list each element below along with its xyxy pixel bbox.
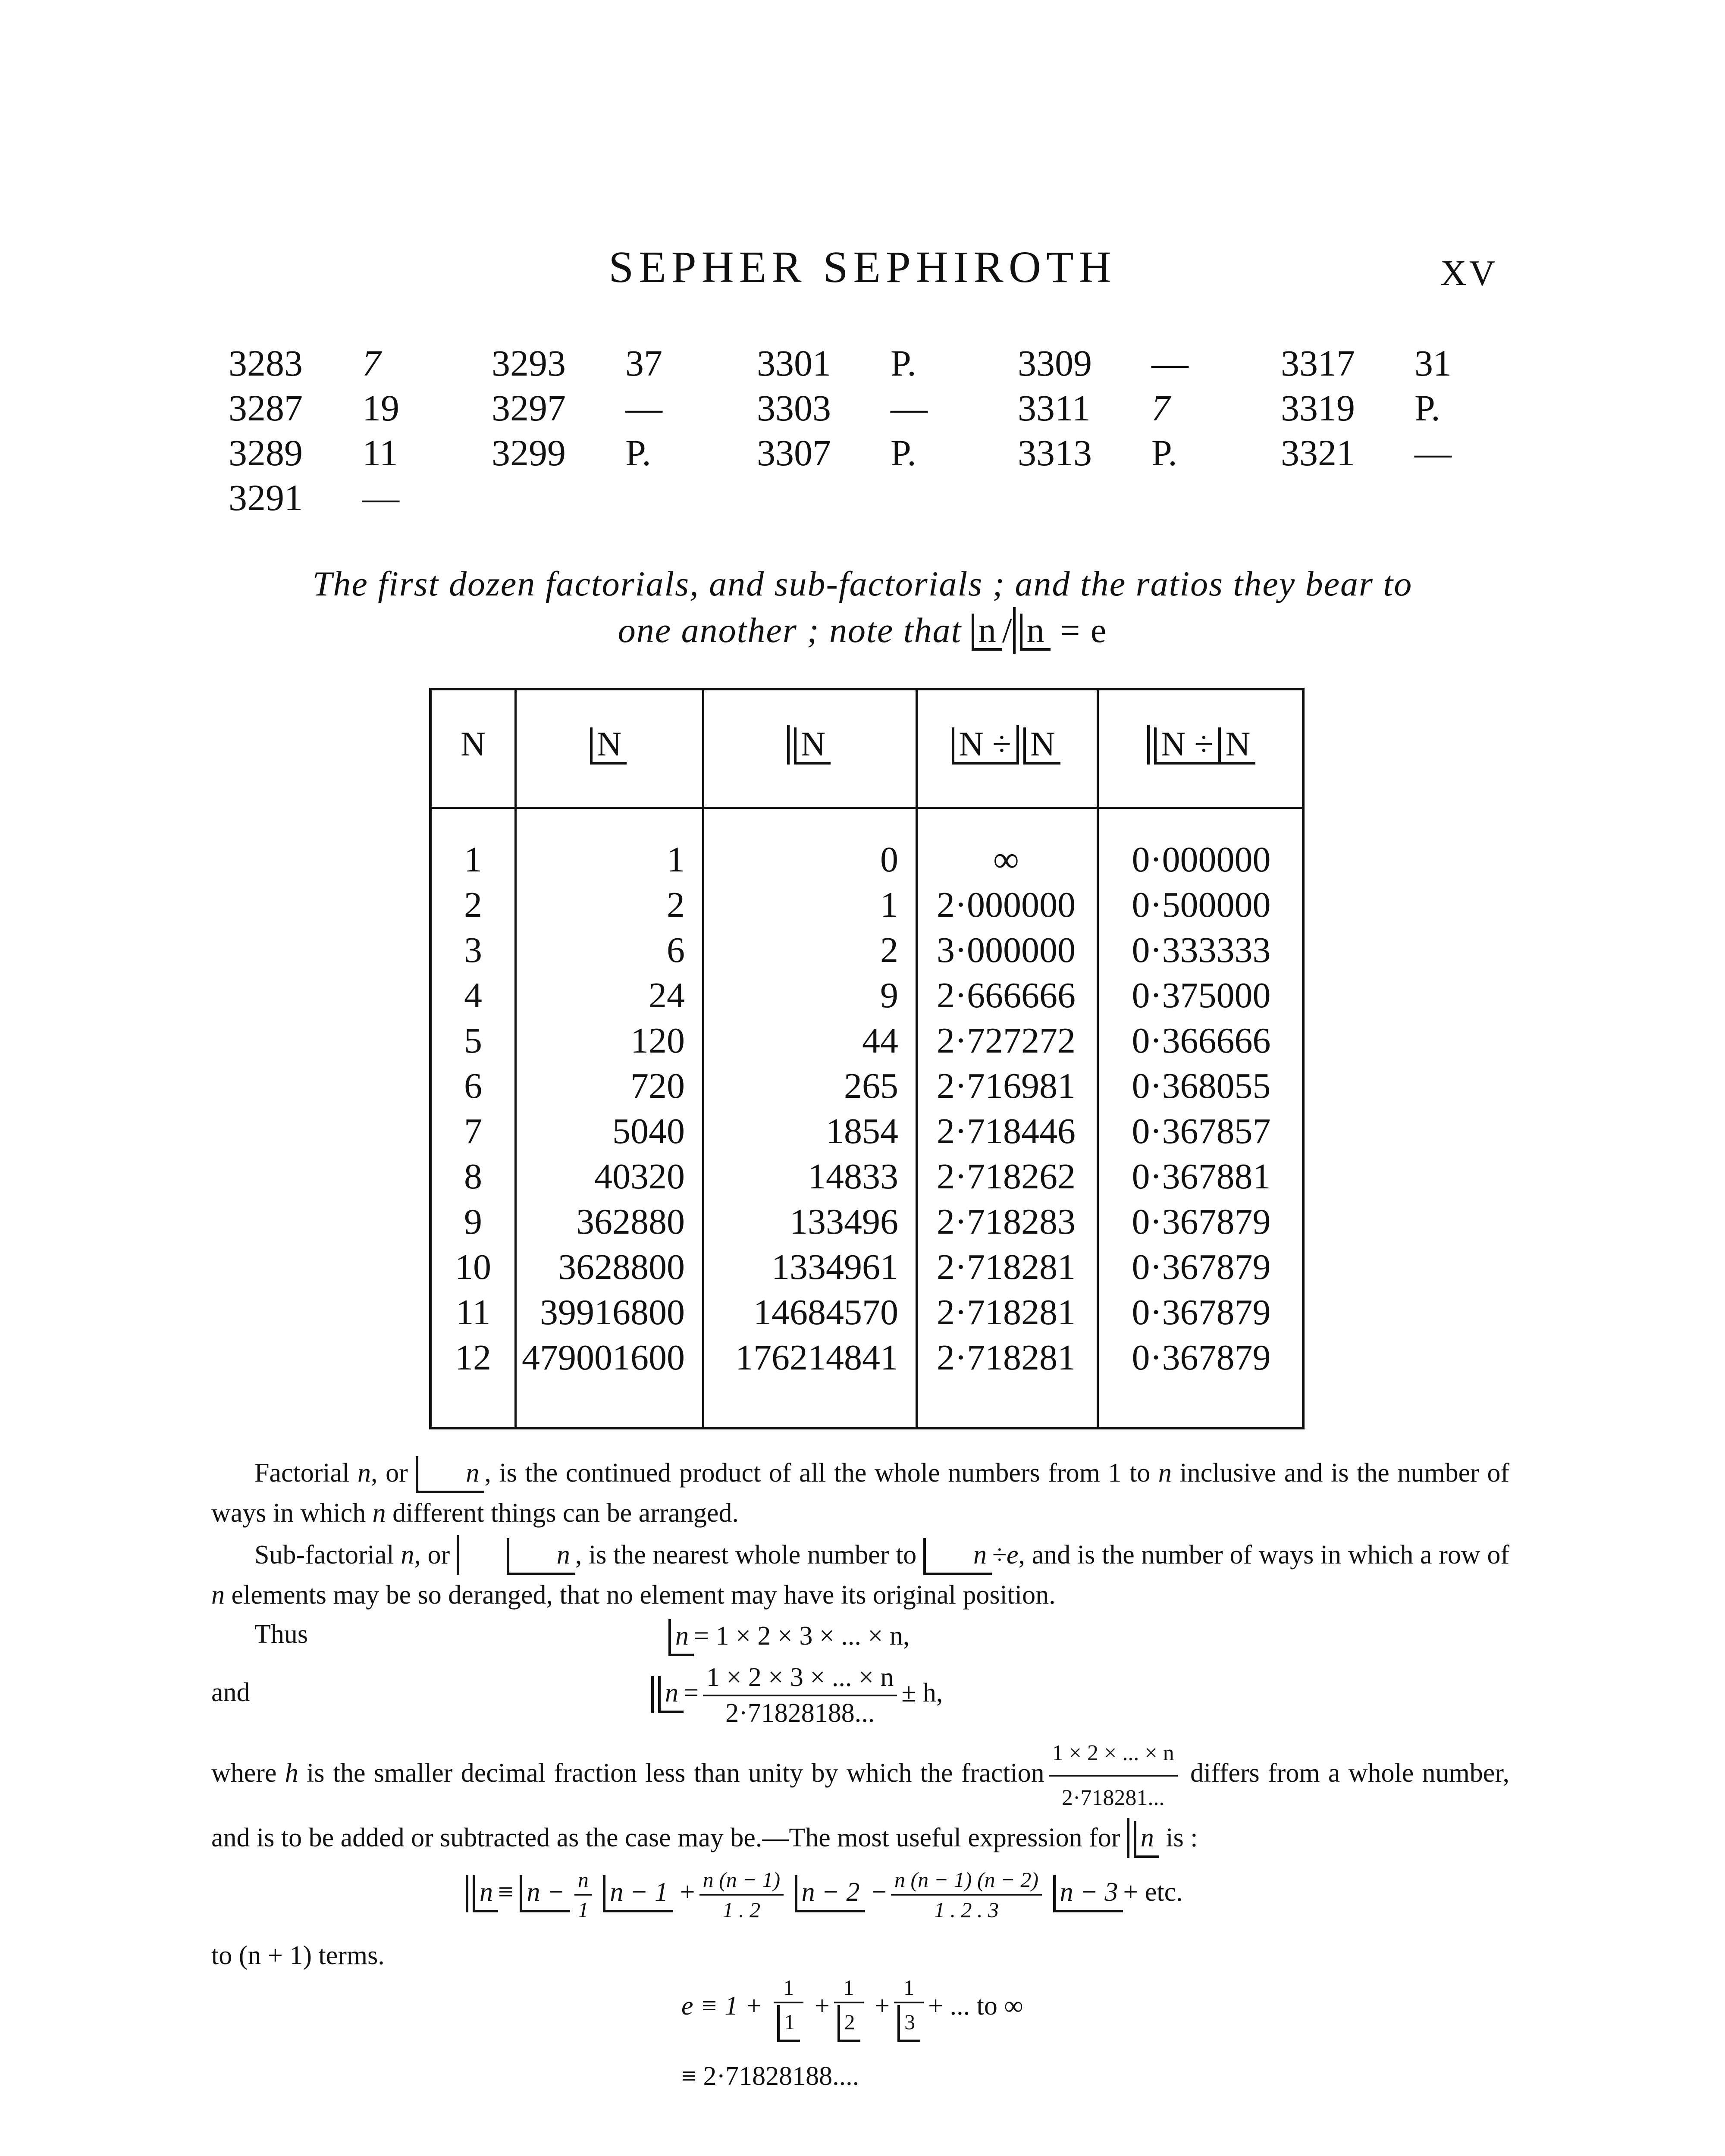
paragraph-subfactorial-definition: Sub-factorial n, or n , is the nearest whole number to n ÷e, and is the number of ways in which a row of n elements may be so deranged, that no element may have its original position. [211,1535,1509,1615]
caption-equals-e: = e [1050,611,1107,650]
prime-number: 3293 [492,342,566,384]
table-row: 1 1 0 ∞ 0·000000 [464,840,1271,880]
prime-factor: 19 [362,387,399,429]
formula-e-series: e ≡ 1 + $\frac{1}{1}$ + $\frac{1}{2}$ + $\frac{1}{3}$ + ... to ∞ [681,1975,1023,2042]
prime-number: 3303 [757,387,831,429]
paragraph-remainder: where h is the smaller decimal fraction less than unity by which the fraction $\frac{1 \times 2 \times ... \times n}{2\cdot 718281...}$ differs from a whole number, and is to be added or subtracted as the case may be.—The most useful expression for n is : [211,1733,1509,1858]
caption-line-1: The first dozen factorials, and sub-factorials ; and the ratios they bear to [312,564,1413,603]
prime-factor: P. [891,342,916,384]
formula-e-value: ≡ 2·71828188.... [681,2062,859,2091]
header-ratio-sub-fac: N ÷N [1097,725,1306,765]
caption-line-2-text: one another ; note that [618,611,962,650]
prime-factor: — [362,477,399,518]
label-thus: Thus [254,1620,308,1649]
prime-number: 3313 [1018,432,1092,473]
table-row: 3 6 2 3·000000 0·333333 [464,930,1271,970]
prime-factor: — [1151,342,1189,384]
prime-factor: 31 [1414,342,1452,384]
prime-factor: P. [1151,432,1177,473]
prime-factor: 7 [362,342,381,384]
factorial-symbol: n [416,1456,484,1493]
prime-number: 3291 [229,477,303,518]
table-row: 2 2 1 2·000000 0·500000 [464,885,1271,925]
header-subfactorial: N [702,725,916,765]
paragraph-factorial-definition: Factorial n, or n , is the continued product of all the whole numbers from 1 to n inclusive and is the number of ways in which n different things can be arranged. [211,1453,1509,1533]
prime-factor: P. [891,432,916,473]
factorial-symbol: n [923,1538,992,1575]
prime-factor: 37 [625,342,662,384]
prime-number: 3289 [229,432,303,473]
prime-factor: — [1414,432,1452,473]
table-row: 12 479001600 176214841 2·718281 0·367879 [455,1338,1271,1378]
prime-factor: — [625,387,662,429]
caption-line-2 [242,607,1484,654]
caption-slash: / [1002,611,1013,650]
prime-factor: P. [625,432,651,473]
running-head-title: SEPHER SEPHIROTH [608,242,1117,292]
prime-factor: 11 [362,432,398,473]
prime-number: 3299 [492,432,566,473]
header-ratio-fac-sub: N ÷N [916,725,1097,765]
prime-factor: 7 [1151,387,1170,429]
formula-subfactorial: n = $\frac{1 \times 2 \times 3 \times ... \times n}{2\cdot 71828188...}$ ± h, [651,1662,943,1729]
table-caption [242,561,1484,654]
table-row: 6 720 265 2·716981 0·368055 [464,1066,1271,1106]
prime-number: 3311 [1018,387,1091,429]
table-row: 4 24 9 2·666666 0·375000 [464,975,1271,1015]
prime-number: 3297 [492,387,566,429]
table-row: 10 3628800 1334961 2·718281 0·367879 [455,1247,1271,1287]
table-row: 7 5040 1854 2·718446 0·367857 [464,1111,1271,1151]
prime-number: 3283 [229,342,303,384]
table-row: 9 362880 133496 2·718283 0·367879 [464,1202,1271,1242]
header-factorial: N [514,725,702,765]
prime-factor: — [891,387,928,429]
prime-number: 3319 [1281,387,1355,429]
prime-number: 3307 [757,432,831,473]
prime-number: 3321 [1281,432,1355,473]
formula-factorial: n = 1 × 2 × 3 × ... × n, [668,1619,910,1656]
table-row: 8 40320 14833 2·718262 0·367881 [464,1156,1271,1197]
page-number: XV [1440,253,1498,293]
factorial-table [429,688,1305,1429]
prime-number: 3301 [757,342,831,384]
subfactorial-symbol: n [507,1538,575,1575]
label-and: and [211,1678,250,1707]
header-n: N [461,725,486,763]
label-to-terms: to (n + 1) terms. [211,1941,385,1970]
table-row: 5 120 44 2·727272 0·366666 [464,1021,1271,1061]
factorial-symbol: n [972,614,1002,651]
prime-number: 3287 [229,387,303,429]
formula-series: n ≡ n − $\frac{n}{1}$ n − 1 + $\frac{n (n - 1)}{1 . 2}$ n − 2 − $\frac{n (n - 1) (n - 2)}{1 . 2 . 3}$ n − 3 + etc. [466,1867,1183,1922]
prime-number: 3309 [1018,342,1092,384]
table-row: 11 39916800 14684570 2·718281 0·367879 [455,1292,1271,1332]
subfactorial-symbol: n [1020,614,1051,651]
prime-factor: P. [1414,387,1440,429]
prime-number: 3317 [1281,342,1355,384]
